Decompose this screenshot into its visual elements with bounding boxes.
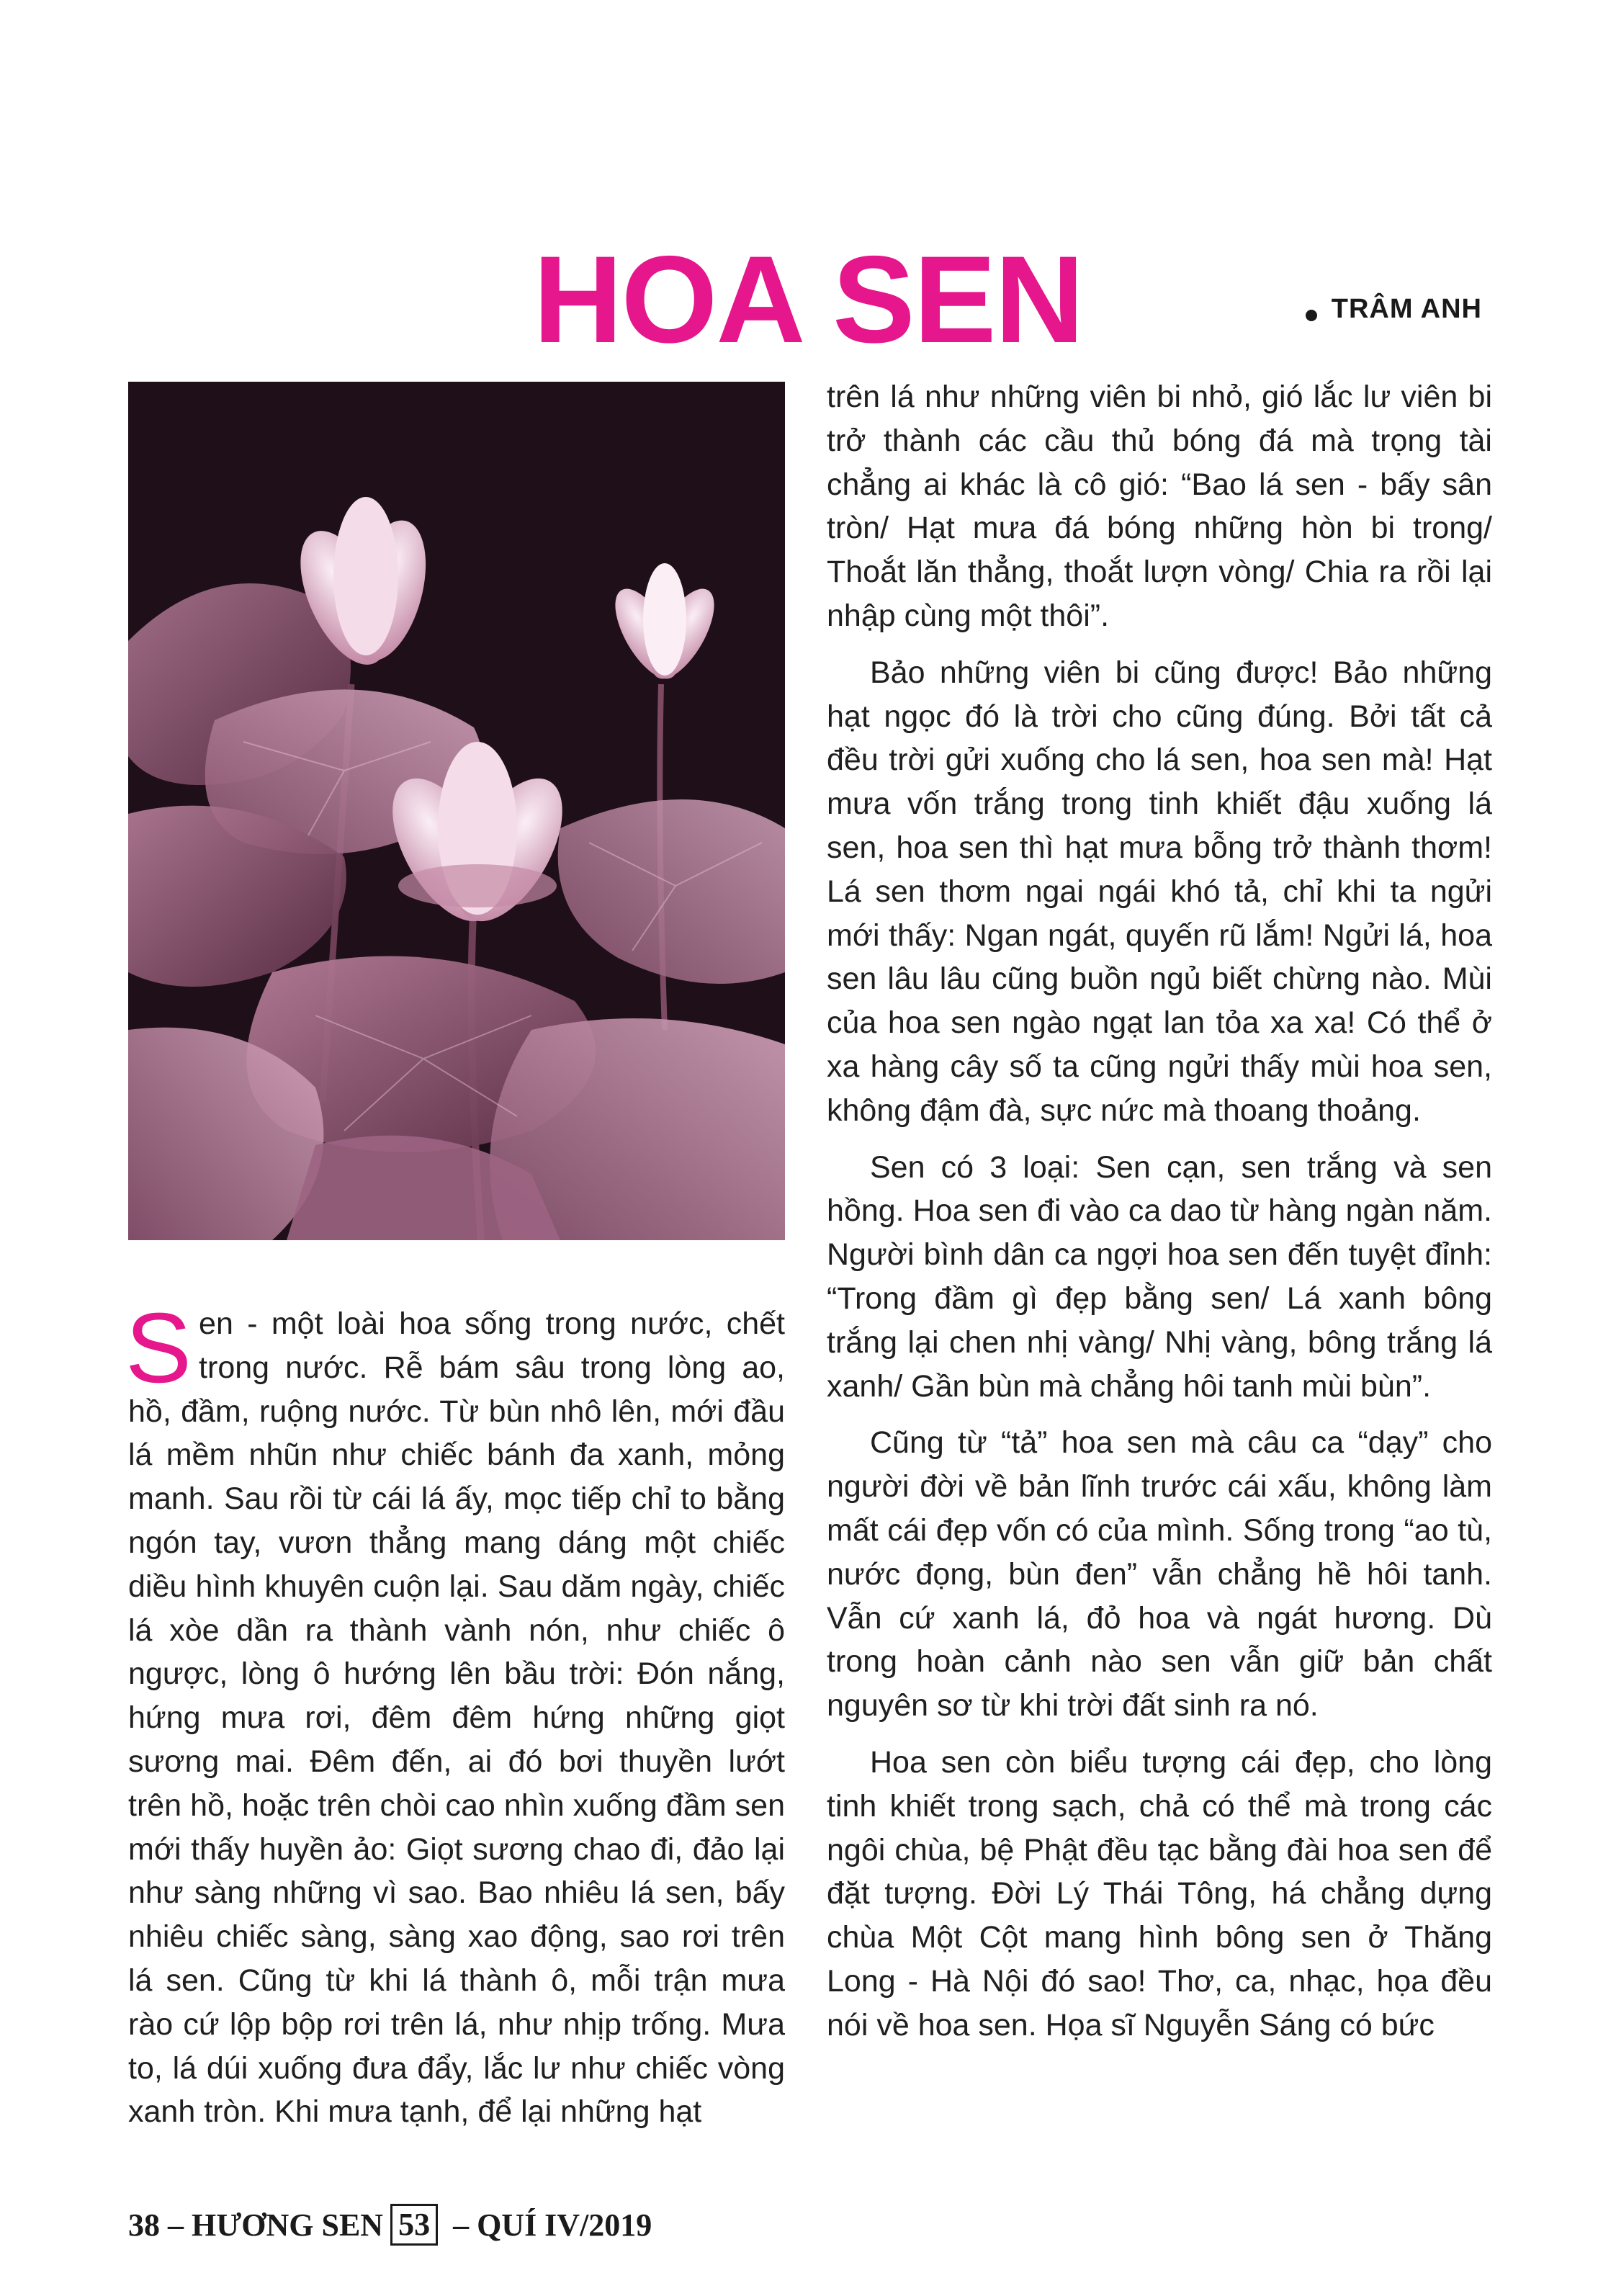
author-byline (1306, 294, 1482, 325)
article-title: HOA SEN (533, 230, 1083, 369)
footer-separator: – (445, 2207, 477, 2243)
page-number: 38 (128, 2207, 160, 2243)
bullet-icon (1306, 310, 1317, 321)
page-footer (128, 2204, 652, 2246)
issue-number: 53 (390, 2204, 438, 2246)
footer-separator: – (160, 2207, 192, 2243)
paragraph: Hoa sen còn biểu tượng cái đẹp, cho lòng tinh khiết trong sạch, chả có thể mà trong các ngôi chùa, bệ Phật đều tạc bằng đài hoa sen để đặt tượng. Đời Lý Thái Tông, há chẳng dựng chùa Một Cột mang hình bông sen ở Thăng Long - Hà Nội đó sao! Thơ, ca, nhạc, họa đều nói về hoa sen. Họa sĩ Nguyễn Sáng có bức (827, 1744, 1492, 2042)
intro-text: en - một loài hoa sống trong nước, chết trong nước. Rễ bám sâu trong lòng ao, hồ, đầm, ruộng nước. Từ bùn nhô lên, mới đầu lá mềm nhũn như chiếc bánh đa xanh, mỏng manh. Sau rồi từ cái lá ấy, mọc tiếp chỉ to bằng ngón tay, vươn thẳng mang dáng một chiếc diều hình khuyên cuộn lại. Sau dăm ngày, chiếc lá xòe dần ra thành vành nón, như chiếc ô ngược, lòng ô hướng lên bầu trời: Đón nắng, hứng mưa rơi, đêm đêm hứng những giọt sương mai. Đêm đến, ai đó bơi thuyền lướt trên hồ, hoặc trên chòi cao nhìn xuống đầm sen mới thấy huyền ảo: Giọt sương chao đi, đảo lại như sàng những vì sao. Bao nhiêu lá sen, bấy nhiêu chiếc sàng, sàng xao động, sao rơi trên lá sen. Cũng từ khi lá thành ô, mỗi trận mưa rào cứ lộp bộp rơi trên lá, như nhịp trống. Mưa to, lá dúi xuống đưa đẩy, lắc lư như chiếc vòng xanh tròn. Khi mưa tạnh, để lại những hạt (128, 1306, 785, 2130)
author-name: TRÂM ANH (1331, 294, 1482, 324)
paragraph-continued: trên lá như những viên bi nhỏ, gió lắc lư viên bi trở thành các cầu thủ bóng đá mà trọng tài chẳng ai khác là cô gió: “Bao lá sen - bấy sân tròn/ Hạt mưa đá bóng những hòn bi trong/ Thoắt lăn thẳng, thoắt lượn vòng/ Chia ra rồi lại nhập cùng một thôi”. (827, 380, 1492, 633)
issue-period: QUÍ IV/2019 (477, 2207, 652, 2243)
paragraph: Sen có 3 loại: Sen cạn, sen trắng và sen hồng. Hoa sen đi vào ca dao từ hàng ngàn năm. Người bình dân ca ngợi hoa sen đến tuyệt đỉnh: “Trong đầm gì đẹp bằng sen/ Lá xanh bông trắng lại chen nhị vàng/ Nhị vàng, bông trắng lá xanh/ Gần bùn mà chẳng hôi tanh mùi bùn”. (827, 1149, 1492, 1404)
lotus-photo (128, 382, 785, 1240)
magazine-name: HƯƠNG SEN (192, 2207, 384, 2243)
intro-paragraph (125, 1293, 785, 2134)
drop-cap: S (125, 1293, 192, 1404)
paragraph: Bảo những viên bi cũng được! Bảo những hạt ngọc đó là trời cho cũng đúng. Bởi tất cả đều trời gửi xuống cho lá sen, hoa sen mà! Hạt mưa vốn trắng trong tinh khiết đậu xuống lá sen, hoa sen thì hạt mưa bỗng trở thành thơm! Lá sen thơm ngai ngái khó tả, chỉ khi ta ngửi mới thấy: Ngan ngát, quyến rũ lắm! Ngửi lá, hoa sen lâu lâu cũng buồn ngủ biết chừng nào. Mùi của hoa sen ngào ngạt lan tỏa xa xa! Có thể ở xa hàng cây số ta cũng ngửi thấy mùi hoa sen, không đậm đà, sực nức mà thoang thoảng. (827, 655, 1492, 1128)
right-column (827, 375, 1492, 2047)
paragraph: Cũng từ “tả” hoa sen mà câu ca “dạy” cho người đời về bản lĩnh trước cái xấu, không làm mất cái đẹp vốn có của mình. Sống trong “ao tù, nước đọng, bùn đen” vẫn chẳng hề hôi tanh. Vẫn cứ xanh lá, đỏ hoa và ngát hương. Dù trong hoàn cảnh nào sen vẫn giữ bản chất nguyên sơ từ khi trời đất sinh ra nó. (827, 1425, 1492, 1723)
left-column (125, 1293, 785, 2134)
